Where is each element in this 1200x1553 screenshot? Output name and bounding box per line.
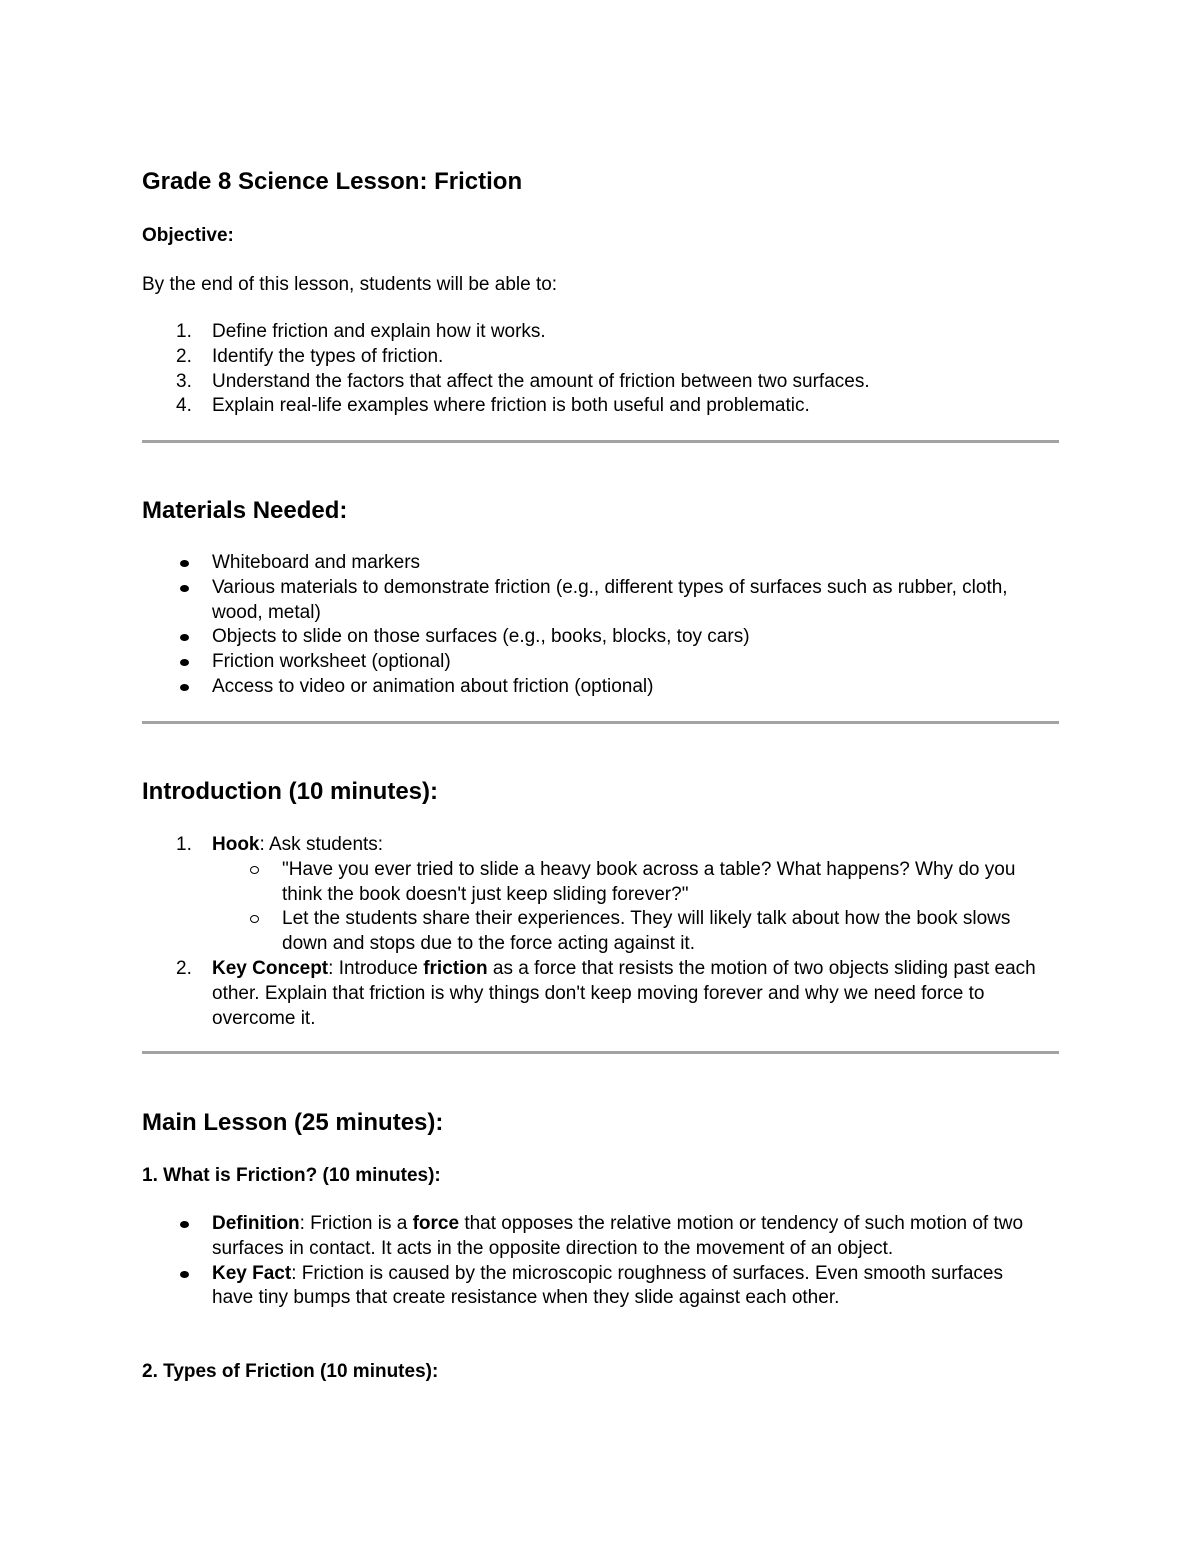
section1-heading: 1. What is Friction? (10 minutes): [142, 1165, 441, 1186]
circle-bullet-icon [250, 915, 259, 923]
list-item-hook: 1. Hook: Ask students: "Have you ever tried to slide a heavy book across a table? What happens? Why do you think the book doesn't just keep sliding forever?" Let the students share their experiences. They will likely talk about how the book slows down and stops due to the force acting against it. [142, 833, 1059, 957]
materials-heading: Materials Needed: [142, 497, 348, 524]
objective-list [142, 320, 1059, 419]
section2-heading: 2. Types of Friction (10 minutes): [142, 1361, 439, 1382]
materials-list [142, 551, 1059, 700]
page-title: Grade 8 Science Lesson: Friction [142, 168, 523, 195]
divider [142, 1051, 1059, 1054]
bullet-icon [180, 1271, 189, 1278]
introduction-heading: Introduction (10 minutes): [142, 778, 438, 805]
list-item: Friction worksheet (optional) [142, 650, 1059, 675]
list-item: 1. Define friction and explain how it works. [176, 321, 546, 342]
section1-list [142, 1212, 1059, 1311]
list-item: Access to video or animation about friction (optional) [142, 675, 1059, 700]
hook-sublist [212, 858, 1059, 957]
divider [142, 440, 1059, 443]
circle-bullet-icon [250, 866, 259, 874]
bullet-icon [180, 659, 189, 666]
bullet-icon [180, 585, 189, 592]
objective-heading: Objective: [142, 225, 234, 246]
bullet-icon [180, 634, 189, 641]
list-item: Objects to slide on those surfaces (e.g., books, blocks, toy cars) [142, 625, 1059, 650]
divider [142, 721, 1059, 724]
list-item: 4. Explain real-life examples where friction is both useful and problematic. [176, 395, 810, 417]
bullet-icon [180, 684, 189, 691]
bullet-icon [180, 1221, 189, 1228]
bullet-icon [180, 560, 189, 567]
list-item: 3. Understand the factors that affect the amount of friction between two surfaces. [176, 370, 870, 392]
list-item: Whiteboard and markers [142, 551, 1059, 576]
introduction-list [142, 833, 1059, 1031]
list-item-definition: Definition: Friction is a force that opposes the relative motion or tendency of such motion of two surfaces in contact. It acts in the opposite direction to the movement of an object. [142, 1212, 1059, 1262]
list-item-key-concept: 2. Key Concept: Introduce friction as a force that resists the motion of two objects sliding past each other. Explain that friction is why things don't keep moving forever and why we need force to overcome it. [176, 957, 1036, 1029]
objective-intro: By the end of this lesson, students will be able to: [142, 274, 558, 295]
list-item-key-fact: Key Fact: Friction is caused by the microscopic roughness of surfaces. Even smooth surfaces have tiny bumps that create resistance when they slide against each other. [142, 1262, 1059, 1312]
list-item: Various materials to demonstrate friction (e.g., different types of surfaces such as rubber, cloth, wood, metal) [142, 576, 1059, 626]
sublist-item: Let the students share their experiences. They will likely talk about how the book slows down and stops due to the force acting against it. [212, 907, 1059, 957]
sublist-item: "Have you ever tried to slide a heavy book across a table? What happens? Why do you think the book doesn't just keep sliding forever?" [212, 858, 1059, 908]
list-item: 2. Identify the types of friction. [176, 345, 444, 367]
main-lesson-heading: Main Lesson (25 minutes): [142, 1109, 444, 1136]
